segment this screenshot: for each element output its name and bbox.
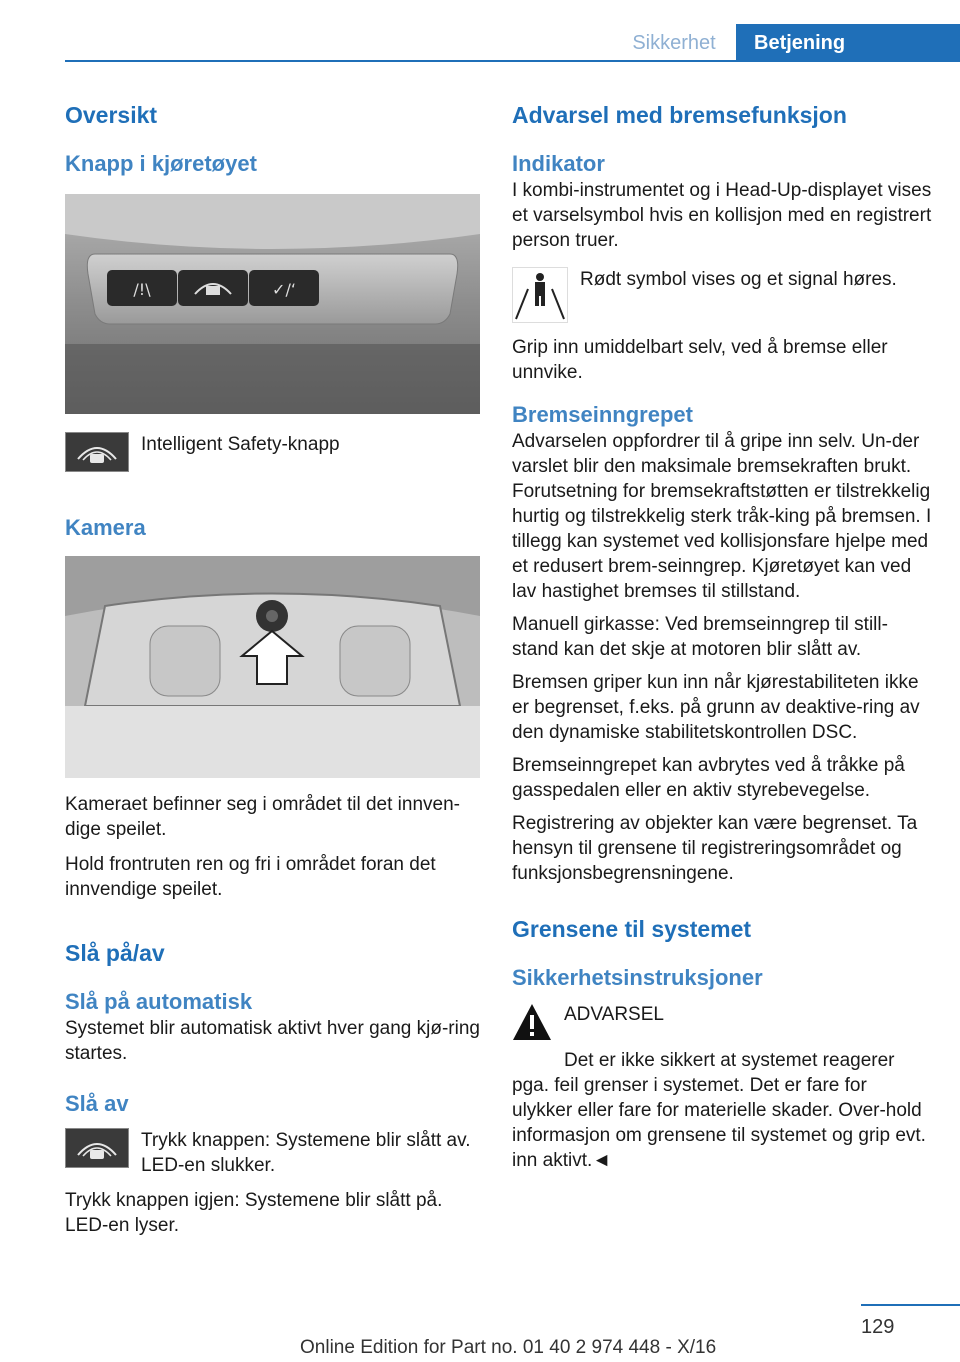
heading-advarsel-bremsefunksjon: Advarsel med bremsefunksjon	[512, 102, 847, 128]
left-column	[65, 100, 480, 1238]
heading-knapp: Knapp i kjøretøyet	[65, 151, 257, 176]
brake-paragraph-2: Manuell girkasse: Ved bremseinngrep til still-stand kan det skje at motoren blir slått av.	[512, 614, 888, 660]
camera-paragraph-1: Kameraet befinner seg i området til det innven-dige speilet.	[65, 794, 460, 840]
brake-paragraph-4: Bremseinngrepet kan avbrytes ved å tråkke på gasspedalen eller en aktiv styrebevegelse.	[512, 755, 905, 801]
footer-rule	[861, 1304, 960, 1306]
intelligent-safety-off-icon	[65, 1128, 129, 1168]
intelligent-safety-icon	[65, 432, 129, 472]
button-panel-photo	[65, 194, 480, 414]
off-paragraph-icon: Trykk knappen: Systemene blir slått av. LED-en slukker.	[141, 1130, 471, 1176]
brake-paragraph-5: Registrering av objekter kan være begrenset. Ta hensyn til grensene til registreringsområdet og funksjonsbegrensningene.	[512, 813, 918, 884]
auto-paragraph: Systemet blir automatisk aktivt hver gang kjø-ring startes.	[65, 1018, 480, 1064]
tab-betjening[interactable]: Betjening	[736, 24, 960, 62]
button-panel-image	[65, 194, 480, 414]
heading-indikator: Indikator	[512, 151, 605, 176]
symbol-row	[512, 267, 932, 323]
heading-oversikt: Oversikt	[65, 102, 158, 128]
warning-text: Det er ikke sikkert at systemet reagerer pga. feil grenser i systemet. Det er fare for ulykker eller fare for materielle skader. Over-hold informasjon om grensene til systemet og grip evt. inn aktivt.◄	[512, 1050, 926, 1171]
pedestrian-warning-icon	[512, 267, 568, 323]
intervene-paragraph: Grip inn umiddelbart selv, ved å bremse eller unnvike.	[512, 337, 888, 383]
heading-grensene: Grensene til systemet	[512, 916, 752, 942]
off-icon-row	[65, 1128, 480, 1178]
camera-paragraph-2: Hold frontruten ren og fri i området foran det innvendige speilet.	[65, 854, 436, 900]
off-paragraph-2: Trykk knappen igjen: Systemene blir slått på. LED-en lyser.	[65, 1190, 443, 1236]
heading-kamera: Kamera	[65, 515, 146, 540]
warning-title: ADVARSEL	[564, 1004, 664, 1025]
warning-block	[512, 1002, 932, 1042]
svg-text:✓/‘: ✓/‘	[272, 280, 296, 299]
header-rule	[65, 60, 960, 62]
brake-paragraph-1: Advarselen oppfordrer til å gripe inn selv. Un-der varslet blir den maksimale bremsekraften brukt. Forutsetning for bremsekraftstøtten er tilstrekkelig hurtig og tilstrekkelig sterk tråk-king på bremsen. I tillegg kan systemet ved kollisjonsfare hjelpe med et redusert brem-seinngrep. Kjøretøyet kan ved lav hastighet bremses til stillstand.	[512, 431, 932, 602]
heading-bremseinngrepet: Bremseinngrepet	[512, 402, 693, 427]
button-caption-row	[65, 432, 480, 472]
heading-sla-pa-automatisk: Slå på automatisk	[65, 989, 253, 1014]
svg-text:/!\: /!\	[133, 280, 151, 299]
camera-photo	[65, 556, 480, 778]
heading-sla-av: Slå av	[65, 1091, 129, 1116]
symbol-paragraph: Rødt symbol vises og et signal høres.	[580, 269, 897, 290]
caption-intelligent-safety: Intelligent Safety-knapp	[141, 434, 340, 455]
heading-sla-pa-av: Slå på/av	[65, 940, 165, 966]
camera-image	[65, 556, 480, 778]
page-number: 129	[861, 1316, 895, 1338]
indicator-paragraph: I kombi-instrumentet og i Head-Up-displayet vises et varselsymbol hvis en kollisjon med en registrert person truer.	[512, 180, 932, 251]
heading-sikkerhetsinstruksjoner: Sikkerhetsinstruksjoner	[512, 965, 763, 990]
right-column	[512, 100, 932, 1173]
tab-sikkerhet[interactable]: Sikkerhet	[632, 32, 716, 54]
edition-line: Online Edition for Part no. 01 40 2 974 448 - X/16	[300, 1337, 717, 1358]
brake-paragraph-3: Bremsen griper kun inn når kjørestabiliteten ikke er begrenset, f.eks. på grunn av deaktive-ring av den dynamiske stabilitetskontrollen DSC.	[512, 672, 920, 743]
warning-triangle-icon	[512, 1002, 552, 1042]
